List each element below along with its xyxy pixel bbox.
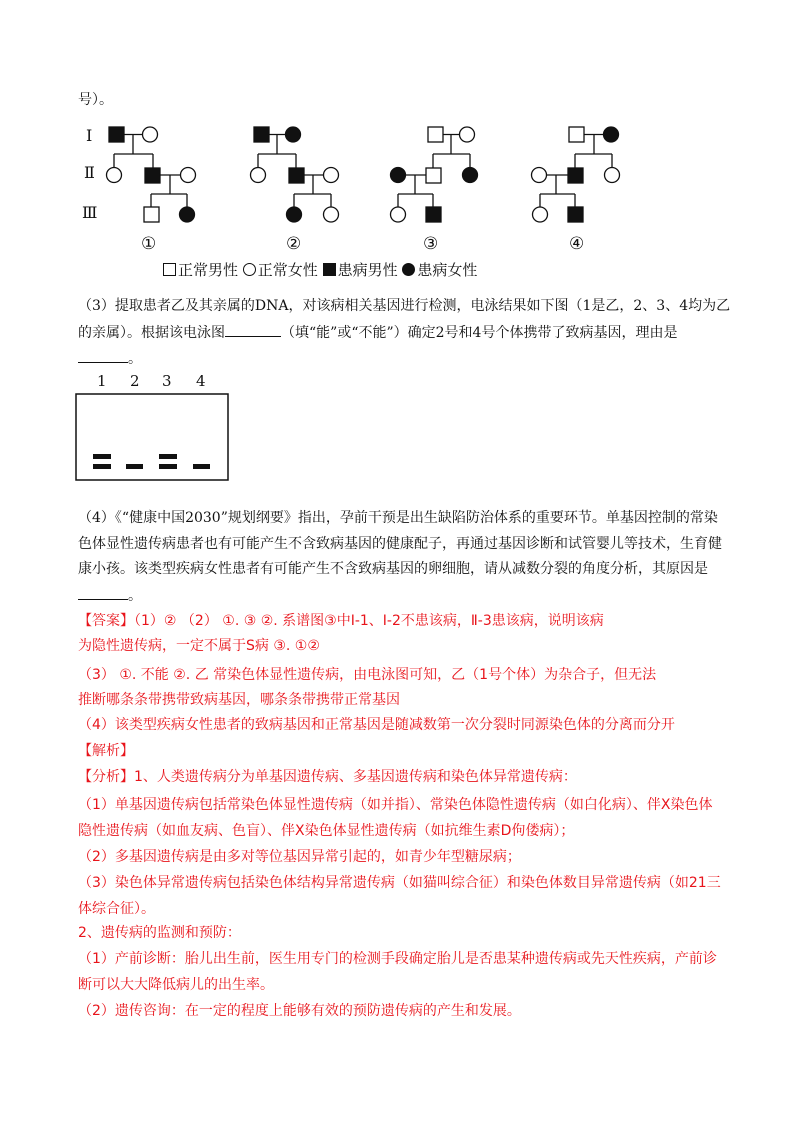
top-text: 号）。 (78, 92, 113, 108)
question-3-line-1: （3）提取患者乙及其亲属的DNA，对该病相关基因进行检测，电泳结果如下图（1是乙，2、3、4均为乙 (78, 298, 731, 314)
analysis-heading: 【解析】 (78, 743, 134, 759)
analysis-line-3: 隐性遗传病（如血友病、色盲）、伴X染色体显性遗传病（如抗维生素D佝偻病）； (78, 823, 575, 839)
answer-line-4: 推断哪条条带携带致病基因，哪条条带携带正常基因 (78, 692, 400, 708)
question-4-end: 。 (128, 588, 142, 604)
answer-blank-3 (78, 585, 128, 600)
answer-line-5: （4）该类型疾病女性患者的致病基因和正常基因是随减数第一次分裂时同源染色体的分离而分开 (78, 717, 675, 733)
question-4-line-1: （4）《“健康中国2030”规划纲要》指出，孕前干预是出生缺陷防治体系的重要环节。单基因控制的常染 (78, 510, 718, 526)
analysis-line-10: （2）遗传咨询：在一定的程度上能够有效的预防遗传病的产生和发展。 (78, 1003, 521, 1019)
gel-lane-label-2: 2 (130, 372, 140, 390)
gel-lane-label-1: 1 (97, 372, 107, 390)
legend-affected-female: 患病女性 (417, 261, 478, 279)
pedigree-number-3: ③ (423, 234, 439, 254)
generation-label-2: Ⅱ (84, 163, 95, 182)
analysis-line-2: （1）单基因遗传病包括常染色体显性遗传病（如并指）、常染色体隐性遗传病（如白化病）、伴X染色体 (78, 797, 713, 813)
question-3-text-a: 的亲属）。根据该电泳图 (78, 325, 225, 341)
question-4-line-2: 色体显性遗传病患者也有可能产生不含致病基因的健康配子，再通过基因诊断和试管婴儿等技术，生育健 (78, 536, 722, 552)
generation-label-1: Ⅰ (86, 126, 93, 145)
question-3-end: 。 (128, 351, 142, 367)
generation-label-3: Ⅲ (82, 203, 98, 222)
pedigree-3 (391, 127, 478, 222)
gel-lane-label-3: 3 (162, 372, 172, 390)
pedigree-number-4: ④ (569, 234, 585, 254)
answer-line-3: （3） ①. 不能 ②. 乙 常染色体显性遗传病，由电泳图可知，乙（1号个体）为杂合子，但无法 (78, 667, 657, 683)
analysis-line-8: （1）产前诊断：胎儿出生前，医生用专门的检测手段确定胎儿是否患某种遗传病或先天性疾病，产前诊 (78, 951, 717, 967)
legend-affected-male: 患病男性 (337, 261, 398, 279)
pedigree-number-1: ① (141, 234, 157, 254)
gel-lane-label-4: 4 (196, 372, 206, 390)
analysis-line-4: （2）多基因遗传病是由多对等位基因异常引起的，如青少年型糖尿病； (78, 849, 521, 865)
analysis-line-1: 【分析】1、人类遗传病分为单基因遗传病、多基因遗传病和染色体异常遗传病： (78, 769, 577, 785)
normal-male-symbol (163, 263, 176, 276)
legend-normal-female: 正常女性 (257, 261, 318, 279)
question-4-line-3: 康小孩。该类型疾病女性患者有可能产生不含致病基因的卵细胞，请从减数分裂的角度分析，其原因是 (78, 561, 708, 577)
pedigree-1 (107, 127, 196, 222)
pedigree-legend (163, 259, 477, 280)
pedigree-4 (532, 127, 620, 222)
affected-female-symbol (402, 263, 415, 276)
electrophoresis-gel (70, 390, 240, 490)
answer-line-2: 为隐性遗传病，一定不属于S病 ③. ①② (78, 638, 320, 654)
answer-blank-1 (225, 322, 281, 337)
pedigree-2 (251, 127, 339, 222)
answer-line-1: 【答案】（1）② （2） ①. ③ ②. 系谱图③中Ⅰ-1、Ⅰ-2不患该病，Ⅱ-3患该病，说明该病 (78, 613, 604, 629)
question-3-line-2 (78, 322, 728, 343)
legend-normal-male: 正常男性 (178, 261, 239, 279)
question-3-text-b: （填“能”或“不能”）确定2号和4号个体携带了致病基因，理由是 (281, 325, 678, 341)
analysis-line-7: 2、遗传病的监测和预防： (78, 925, 241, 941)
pedigree-number-2: ② (286, 234, 302, 254)
analysis-line-5: （3）染色体异常遗传病包括染色体结构异常遗传病（如猫叫综合征）和染色体数目异常遗传病（如21三 (78, 875, 721, 891)
normal-female-symbol (243, 263, 256, 276)
answer-blank-2 (78, 348, 128, 363)
analysis-line-6: 体综合征）。 (78, 901, 155, 917)
question-4-line-4 (78, 585, 728, 606)
question-3-line-3 (78, 348, 728, 369)
pedigree-diagrams (0, 0, 800, 260)
analysis-line-9: 断可以大大降低病儿的出生率。 (78, 977, 274, 993)
affected-male-symbol (323, 263, 336, 276)
